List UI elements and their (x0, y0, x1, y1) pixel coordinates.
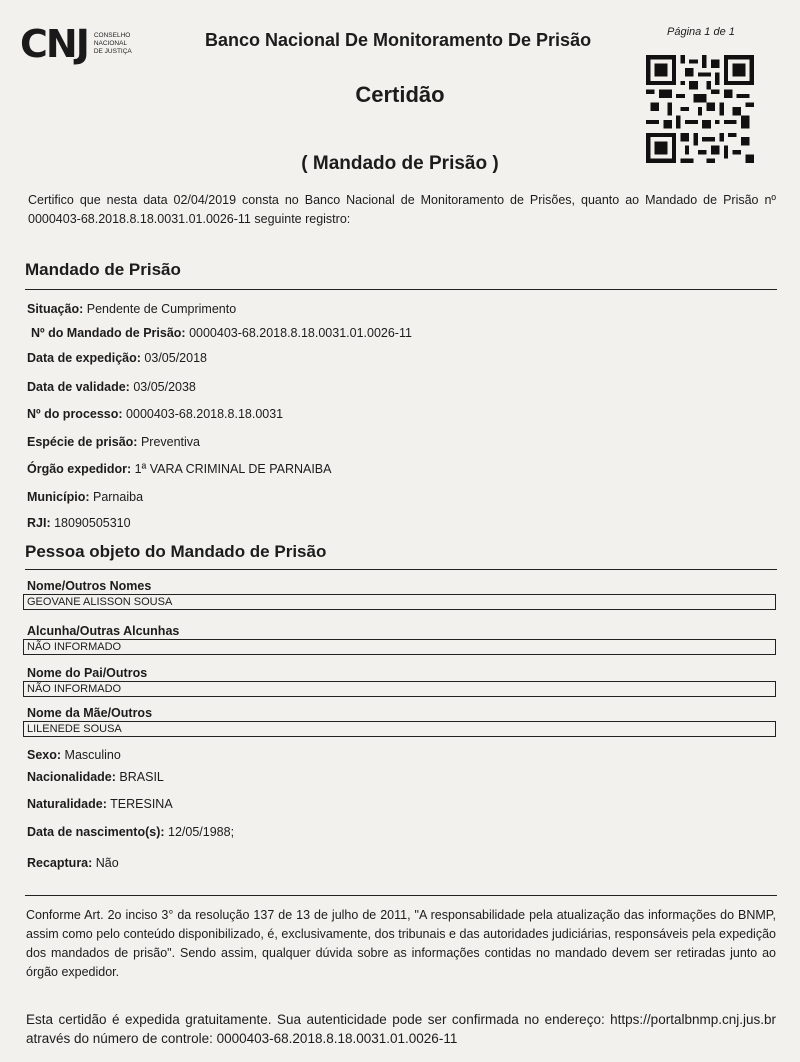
field-data-nascimento (27, 825, 234, 839)
logo-text-line: CONSELHO (93, 32, 131, 39)
logo-text-line: DE JUSTIÇA (93, 48, 132, 55)
field-label: Recaptura: (27, 856, 93, 870)
field-value: Preventiva (140, 435, 201, 449)
field-recaptura (27, 856, 119, 870)
field-value: 0000403-68.2018.8.18.0031.01.0026-11 (189, 326, 412, 340)
field-value: Parnaiba (92, 490, 144, 504)
field-value: 12/05/1988; (168, 825, 235, 839)
field-label: Nº do processo: (27, 407, 123, 421)
box-label-alcunha: Alcunha/Outras Alcunhas (27, 624, 180, 638)
field-orgao-expedidor (27, 462, 331, 476)
field-numero-mandado (31, 326, 412, 340)
box-value-alcunha: NÃO INFORMADO (23, 639, 776, 655)
section-divider (25, 569, 777, 570)
field-label: Órgão expedidor: (27, 462, 132, 476)
field-label: Data de expedição: (27, 351, 141, 365)
field-label: Nacionalidade: (27, 770, 116, 784)
footer-divider (25, 895, 777, 896)
field-label: Sexo: (27, 748, 62, 762)
section-divider (25, 289, 777, 290)
intro-paragraph: Certifico que nesta data 02/04/2019 consta no Banco Nacional de Monitoramento de Prisões, quanto ao Mandado de Prisão nº 0000403-68.2018.8.18.0031.01.0026-11 seguinte registro: (28, 193, 776, 226)
field-label: RJI: (27, 516, 51, 530)
field-data-validade (27, 380, 196, 394)
field-especie-prisao (27, 435, 200, 449)
field-value: Não (95, 856, 119, 870)
field-naturalidade (27, 797, 173, 811)
field-label: Data de nascimento(s): (27, 825, 165, 839)
field-numero-processo (27, 407, 283, 421)
document-subtitle: ( Mandado de Prisão ) (301, 153, 499, 174)
field-municipio (27, 490, 143, 504)
field-value: 03/05/2038 (133, 380, 196, 394)
page-number: Página 1 de 1 (667, 26, 735, 38)
person-section-title: Pessoa objeto do Mandado de Prisão (25, 542, 327, 561)
field-value: TERESINA (110, 797, 173, 811)
qr-code-icon (646, 54, 754, 164)
field-value: 03/05/2018 (144, 351, 207, 365)
field-value: Pendente de Cumprimento (86, 302, 237, 316)
box-label-mae: Nome da Mãe/Outros (27, 706, 153, 720)
logo-text-line: NACIONAL (93, 40, 128, 47)
field-value: 0000403-68.2018.8.18.0031 (126, 407, 284, 421)
field-nacionalidade (27, 770, 164, 784)
logo-text (94, 32, 132, 56)
field-label: Naturalidade: (27, 797, 107, 811)
footer-authenticity-paragraph: Esta certidão é expedida gratuitamente. Sua autenticidade pode ser confirmada no endereço: https://portalbnmp.cnj.jus.br através do número de controle: 0000403-68.2018.8.18.0031.01.0026-11 (26, 1012, 776, 1046)
box-label-nome: Nome/Outros Nomes (27, 579, 152, 593)
header-title: Banco Nacional De Monitoramento De Prisão (205, 30, 592, 50)
footer-legal-paragraph: Conforme Art. 2o inciso 3° da resolução 137 de 13 de julho de 2011, "A responsabilidade pela atualização das informações do BNMP, assim como pelo conteúdo disponibilizado, é, exclusivamente, dos tribunais e das autoridades judiciárias, responsáveis pela expedição dos mandados de prisão". Sendo assim, qualquer dúvida sobre as informações contidas no mandado devem ser retiradas junto ao órgão expedidor. (26, 908, 776, 979)
field-label: Data de validade: (27, 380, 130, 394)
cnj-logo (20, 20, 165, 68)
box-value-pai: NÃO INFORMADO (23, 681, 776, 697)
box-value-nome: GEOVANE ALISSON SOUSA (23, 594, 776, 610)
field-value: 1ª VARA CRIMINAL DE PARNAIBA (134, 462, 332, 476)
field-value: 18090505310 (54, 516, 131, 530)
field-label: Espécie de prisão: (27, 435, 138, 449)
field-rji (27, 516, 131, 530)
warrant-section-title: Mandado de Prisão (25, 260, 181, 279)
field-label: Nº do Mandado de Prisão: (31, 326, 186, 340)
field-value: Masculino (64, 748, 121, 762)
field-label: Situação: (27, 302, 84, 316)
logo-mark: CNJ (20, 22, 88, 66)
field-situacao (27, 302, 236, 316)
field-label: Município: (27, 490, 90, 504)
document-title: Certidão (355, 82, 445, 107)
field-sexo (27, 748, 121, 762)
field-value: BRASIL (119, 770, 164, 784)
box-label-pai: Nome do Pai/Outros (27, 666, 148, 680)
box-value-mae: LILENEDE SOUSA (23, 721, 776, 737)
field-data-expedicao (27, 351, 207, 365)
